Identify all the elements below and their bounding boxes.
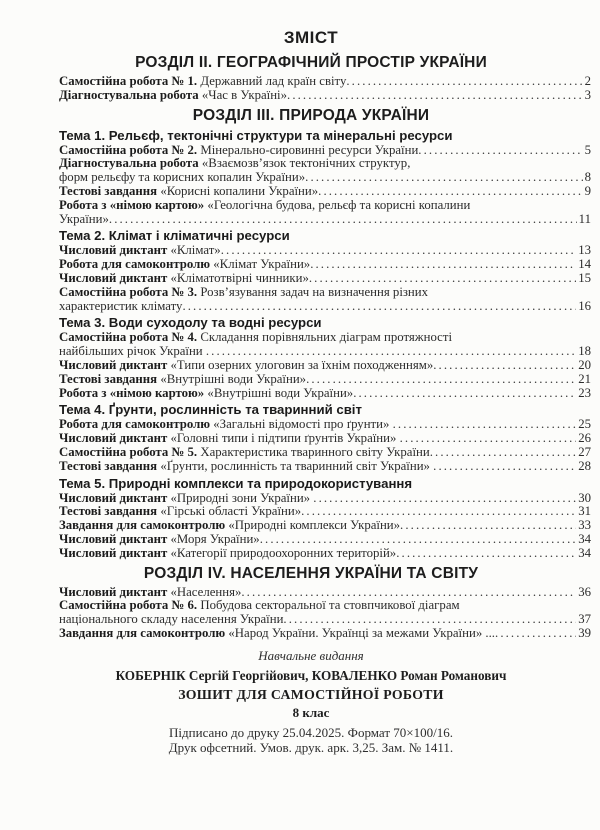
entry-title: «Гірські області України» bbox=[157, 504, 302, 519]
dot-leader bbox=[396, 547, 576, 561]
entry-page-number: 18 bbox=[578, 344, 591, 359]
entry-title: «Клімат» bbox=[167, 243, 221, 258]
entry-page-number: 31 bbox=[578, 504, 591, 519]
dot-leader bbox=[400, 519, 576, 533]
toc-entry bbox=[59, 359, 591, 373]
toc-entry bbox=[59, 331, 591, 359]
entry-page-number: 11 bbox=[578, 211, 591, 226]
grade-line: 8 клас bbox=[292, 704, 330, 720]
entry-page-number: 33 bbox=[578, 518, 591, 533]
entry-title: «Кліматотвірні чинники» bbox=[167, 270, 309, 285]
entry-lead: Самостійна робота № 2. bbox=[59, 142, 198, 157]
toc-entry bbox=[59, 157, 591, 185]
entry-title: «Взаємозв’язок тектонічних структур, bbox=[198, 156, 411, 171]
toc-entry bbox=[59, 418, 591, 432]
dot-leader bbox=[287, 89, 583, 103]
entry-title: «Внутрішні води України» bbox=[157, 371, 307, 386]
entry-page-number: 34 bbox=[578, 545, 591, 560]
dot-leader bbox=[221, 244, 576, 258]
entry-title: «Час в Україні» bbox=[198, 87, 288, 102]
entry-title: «Геологічна будова, рельєф та корисні копалини bbox=[204, 197, 471, 212]
section-heading: РОЗДІЛ II. ГЕОГРАФІЧНИЙ ПРОСТІР УКРАЇНИ bbox=[135, 54, 487, 71]
toc-entry bbox=[59, 492, 591, 506]
toc-entry bbox=[59, 505, 591, 519]
entry-lead: Робота для самоконтролю bbox=[59, 417, 211, 432]
dot-leader bbox=[260, 533, 576, 547]
entry-page-number: 16 bbox=[578, 298, 591, 313]
toc-entry bbox=[59, 373, 591, 387]
entry-title: «Корисні копалини України» bbox=[157, 183, 319, 198]
entry-title: «Населення» bbox=[167, 584, 242, 599]
dot-leader bbox=[418, 144, 582, 158]
entry-title: «Внутрішні води України» bbox=[204, 385, 354, 400]
entry-lead: Тестові завдання bbox=[59, 458, 158, 473]
entry-second-line bbox=[59, 613, 591, 627]
section-rows bbox=[59, 586, 591, 641]
entry-title: «Природні комплекси України» bbox=[225, 518, 401, 533]
dot-leader bbox=[313, 492, 576, 506]
entry-title: Мінерально-сировинні ресурси України bbox=[197, 142, 419, 157]
entry-page-number: 23 bbox=[578, 385, 591, 400]
section-rows bbox=[59, 128, 591, 561]
toc-entry bbox=[59, 586, 591, 600]
entry-title: «Клімат України» bbox=[210, 257, 311, 272]
dot-leader bbox=[241, 586, 576, 600]
entry-title: Складання порівняльних діаграм протяжності bbox=[197, 330, 453, 345]
dot-leader bbox=[400, 432, 577, 446]
entry-continuation: найбільших річок України bbox=[59, 344, 206, 359]
section-heading: РОЗДІЛ III. ПРИРОДА УКРАЇНИ bbox=[192, 106, 430, 124]
toc-entry bbox=[59, 75, 591, 89]
entry-page-number: 26 bbox=[578, 431, 591, 446]
toc-entry bbox=[59, 144, 591, 158]
entry-lead: Самостійна робота № 6. bbox=[59, 598, 198, 613]
entry-continuation: характеристик клімату bbox=[59, 298, 183, 313]
dot-leader bbox=[430, 446, 576, 460]
entry-page-number: 37 bbox=[578, 612, 591, 627]
page-title: ЗМІСТ bbox=[283, 28, 339, 47]
print-info-line-1: Підписано до друку 25.04.2025. Формат 70×100/16. bbox=[169, 724, 453, 740]
entry-lead: Самостійна робота № 3. bbox=[59, 284, 198, 299]
entry-page-number: 34 bbox=[578, 531, 591, 546]
entry-lead: Діагностувальна робота bbox=[59, 156, 199, 171]
entry-page-number: 25 bbox=[578, 417, 591, 432]
entry-page-number: 15 bbox=[578, 270, 591, 285]
entry-second-line bbox=[59, 213, 591, 227]
toc-entry bbox=[59, 547, 591, 561]
toc-section bbox=[59, 565, 591, 641]
entry-lead: Тестові завдання bbox=[59, 504, 158, 519]
toc-entry bbox=[59, 627, 591, 641]
toc-entry bbox=[59, 244, 591, 258]
entry-page-number: 3 bbox=[584, 87, 591, 102]
entry-lead: Тестові завдання bbox=[59, 371, 158, 386]
edition-note: Навчальне видання bbox=[258, 647, 364, 663]
entry-second-line bbox=[59, 345, 591, 359]
theme-heading: Тема 5. Природні комплекси та природокористування bbox=[59, 475, 413, 491]
entry-page-number: 13 bbox=[578, 243, 591, 258]
entry-lead: Завдання для самоконтролю bbox=[59, 518, 226, 533]
authors-line: КОБЕРНІК Сергій Георгійович, КОВАЛЕНКО Роман Романович bbox=[115, 667, 507, 683]
toc-entry bbox=[59, 286, 591, 314]
toc-entry bbox=[59, 599, 591, 627]
entry-title: «Народ України. Українці за межами України» ... bbox=[225, 625, 496, 640]
entry-continuation: національного складу населення України bbox=[59, 612, 284, 627]
toc-entry bbox=[59, 446, 591, 460]
entry-lead: Самостійна робота № 1. bbox=[59, 74, 198, 88]
entry-first-line bbox=[59, 599, 591, 613]
entry-lead: Числовий диктант bbox=[59, 270, 168, 285]
dot-leader bbox=[433, 460, 576, 474]
entry-lead: Числовий диктант bbox=[59, 490, 168, 505]
dot-leader bbox=[206, 345, 576, 359]
entry-lead: Числовий диктант bbox=[59, 545, 168, 560]
book-title: ЗОШИТ ДЛЯ САМОСТІЙНОЇ РОБОТИ bbox=[178, 686, 444, 702]
entry-second-line bbox=[59, 300, 591, 314]
dot-leader bbox=[306, 373, 576, 387]
dot-leader bbox=[393, 418, 577, 432]
toc-entry bbox=[59, 258, 591, 272]
toc-entry bbox=[59, 533, 591, 547]
entry-page-number: 21 bbox=[578, 371, 591, 386]
entry-lead: Самостійна робота № 4. bbox=[59, 330, 198, 345]
entry-page-number: 8 bbox=[584, 170, 591, 185]
dot-leader bbox=[495, 627, 576, 641]
entry-first-line bbox=[59, 286, 591, 300]
toc-section bbox=[59, 54, 591, 103]
dot-leader bbox=[305, 171, 582, 185]
entry-lead: Числовий диктант bbox=[59, 584, 168, 599]
dot-leader bbox=[310, 258, 576, 272]
theme-heading: Тема 2. Клімат і кліматичні ресурси bbox=[59, 228, 290, 244]
section-rows bbox=[59, 75, 591, 103]
entry-lead: Тестові завдання bbox=[59, 183, 158, 198]
entry-lead: Робота з «німою картою» bbox=[59, 385, 205, 400]
entry-page-number: 39 bbox=[578, 625, 591, 640]
colophon bbox=[59, 648, 591, 756]
entry-title: Побудова секторальної та стовпчикової діаграм bbox=[197, 598, 460, 613]
dot-leader bbox=[182, 300, 576, 314]
theme-heading: Тема 1. Рельєф, тектонічні структури та мінеральні ресурси bbox=[59, 127, 453, 143]
entry-title: «Головні типи і підтипи ґрунтів України» bbox=[167, 431, 400, 446]
dot-leader bbox=[433, 359, 576, 373]
dot-leader bbox=[301, 505, 576, 519]
toc-entry bbox=[59, 519, 591, 533]
entry-page-number: 14 bbox=[578, 257, 591, 272]
entry-lead: Робота для самоконтролю bbox=[59, 257, 211, 272]
entry-page-number: 36 bbox=[578, 584, 591, 599]
entry-lead: Робота з «німою картою» bbox=[59, 197, 205, 212]
toc-section bbox=[59, 107, 591, 561]
entry-title: «Ґрунти, рослинність та тваринний світ України» bbox=[157, 458, 434, 473]
toc-entry bbox=[59, 460, 591, 474]
entry-first-line bbox=[59, 331, 591, 345]
dot-leader bbox=[353, 387, 576, 401]
entry-page-number: 28 bbox=[578, 458, 591, 473]
entry-title: «Категорії природоохоронних територій» bbox=[167, 545, 397, 560]
entry-title: «Типи озерних улоговин за їхнім походженням» bbox=[167, 357, 434, 372]
dot-leader bbox=[318, 185, 582, 199]
entry-page-number: 20 bbox=[578, 357, 591, 372]
entry-lead: Самостійна робота № 5. bbox=[59, 444, 198, 459]
entry-lead: Числовий диктант bbox=[59, 357, 168, 372]
theme-heading: Тема 3. Води суходолу та водні ресурси bbox=[59, 315, 322, 331]
entry-first-line bbox=[59, 157, 591, 171]
toc-entry bbox=[59, 199, 591, 227]
toc-entry bbox=[59, 432, 591, 446]
entry-title: Державний лад країн світу bbox=[197, 74, 347, 88]
entry-first-line bbox=[59, 199, 591, 213]
dot-leader bbox=[283, 613, 576, 627]
entry-lead: Завдання для самоконтролю bbox=[59, 625, 226, 640]
entry-lead: Діагностувальна робота bbox=[59, 87, 199, 102]
entry-title: Характеристика тваринного світу України bbox=[197, 444, 430, 459]
dot-leader bbox=[346, 75, 582, 89]
entry-lead: Числовий диктант bbox=[59, 531, 168, 546]
toc-entry bbox=[59, 272, 591, 286]
entry-second-line bbox=[59, 171, 591, 185]
entry-continuation: форм рельєфу та корисних копалин України» bbox=[59, 170, 306, 185]
toc-entry bbox=[59, 387, 591, 401]
entry-page-number: 5 bbox=[584, 142, 591, 157]
entry-page-number: 27 bbox=[578, 444, 591, 459]
print-info-line-2: Друк офсетний. Умов. друк. арк. 3,25. Зам. № 1411. bbox=[168, 740, 454, 756]
theme-heading: Тема 4. Ґрунти, рослинність та тваринний світ bbox=[59, 402, 362, 418]
section-heading: РОЗДІЛ IV. НАСЕЛЕННЯ УКРАЇНИ ТА СВІТУ bbox=[143, 564, 479, 582]
entry-continuation: України» bbox=[59, 211, 109, 226]
entry-page-number: 9 bbox=[584, 183, 591, 198]
entry-page-number: 2 bbox=[584, 74, 591, 88]
entry-lead: Числовий диктант bbox=[59, 243, 168, 258]
entry-lead: Числовий диктант bbox=[59, 431, 168, 446]
dot-leader bbox=[109, 213, 577, 227]
toc bbox=[59, 54, 591, 641]
entry-title: «Моря України» bbox=[167, 531, 260, 546]
entry-title: «Природні зони України» bbox=[167, 490, 314, 505]
toc-entry bbox=[59, 185, 591, 199]
entry-title: «Загальні відомості про ґрунти» bbox=[210, 417, 393, 432]
entry-page-number: 30 bbox=[578, 490, 591, 505]
toc-entry bbox=[59, 89, 591, 103]
entry-title: Розв’язування задач на визначення різних bbox=[197, 284, 429, 299]
dot-leader bbox=[309, 272, 576, 286]
